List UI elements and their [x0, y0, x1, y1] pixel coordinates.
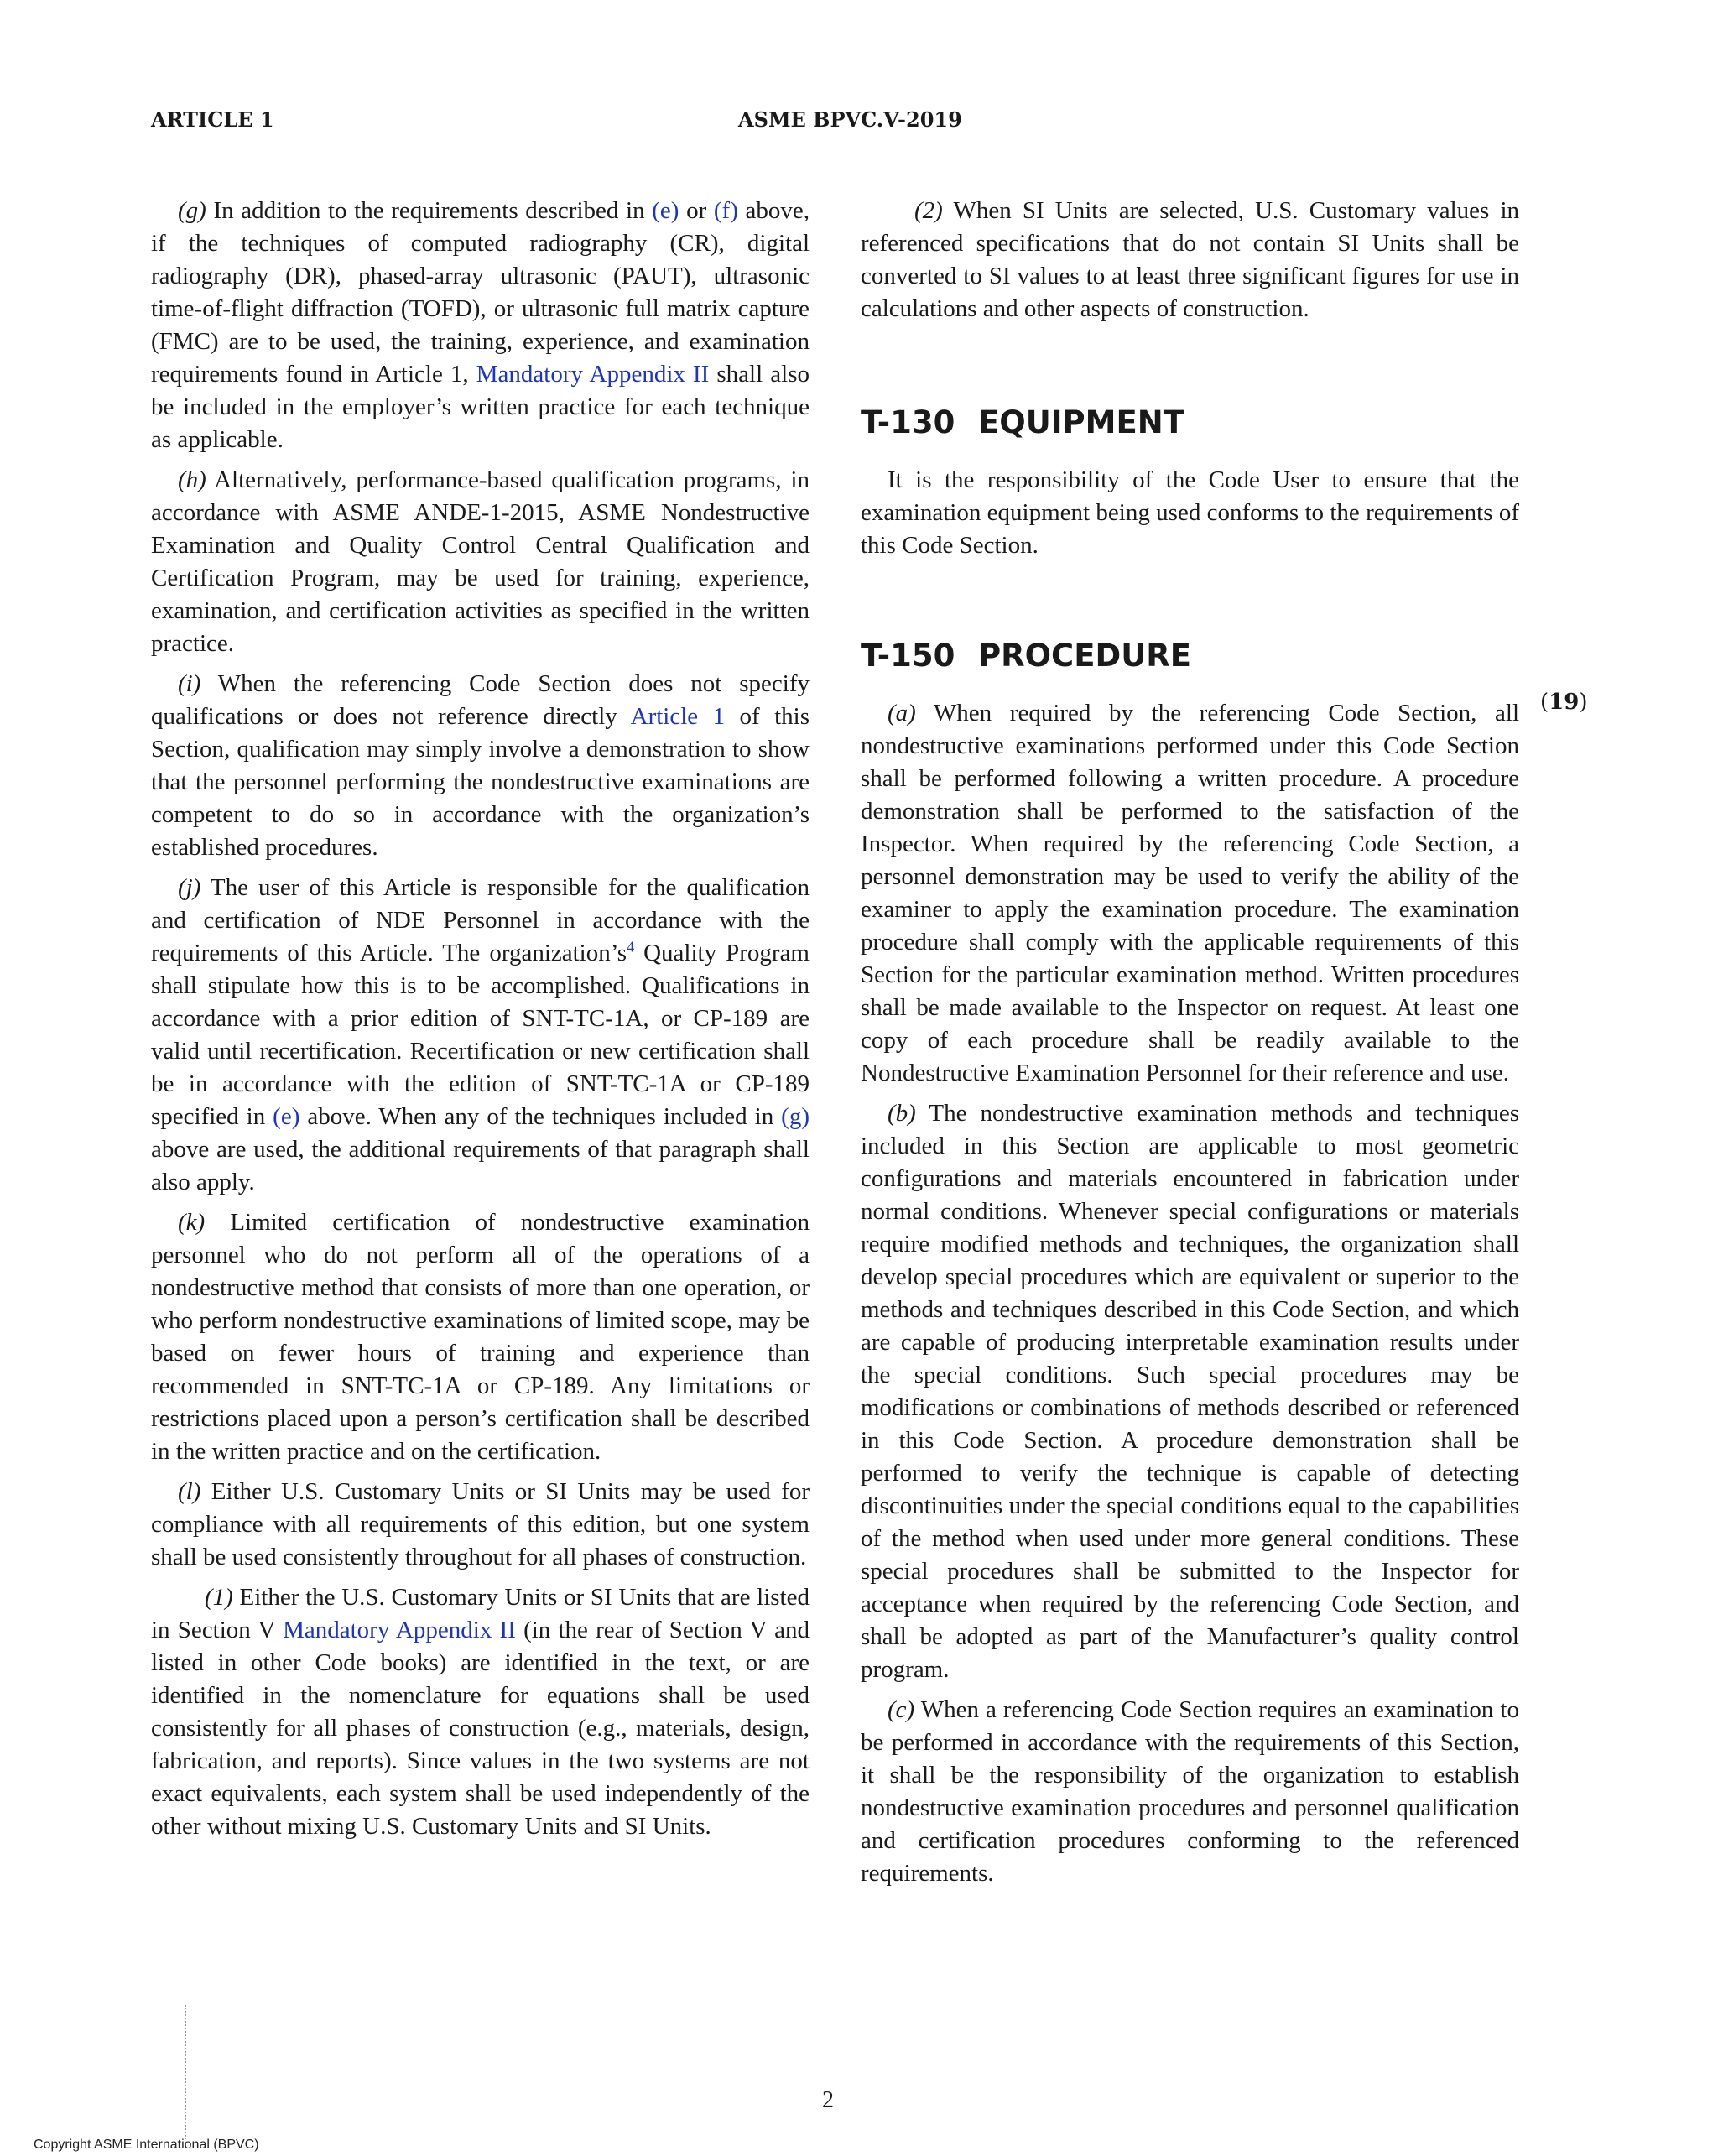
rev-year: 19	[1549, 690, 1580, 715]
section-title: EQUIPMENT	[978, 404, 1184, 440]
link-article-1[interactable]: Article 1	[630, 703, 726, 730]
paragraph-i	[151, 668, 810, 864]
paragraph-equipment	[861, 464, 1519, 562]
section-title: PROCEDURE	[978, 638, 1192, 674]
para-label: (b)	[888, 1100, 916, 1127]
running-header	[151, 107, 1577, 134]
para-label: (l)	[178, 1478, 201, 1505]
paragraph-l-1	[151, 1581, 810, 1843]
text: Quality Program shall stipulate how this is to be accomplished. Qualifications in accordance with a prior edition of SNT-TC-1A, or CP-189 are valid until recertification. Recertification or new certification shall be in accordance with the edition of SNT-TC-1A or CP-189 specified in	[151, 940, 810, 1130]
para-label: (k)	[178, 1209, 206, 1236]
paragraph-j	[151, 872, 810, 1199]
text: Alternatively, performance-based qualification programs, in accordance with ASME ANDE-1-2015, ASME Nondestructive Examination and Quality Control Central Qualification and Certification Program, may be used for training, experience, examination, and certification activities as specified in the written practice.	[151, 466, 810, 657]
text: The user of this Article is responsible for the qualification and certification of NDE Personnel in accordance with the requirements of this Article. The organization’s	[151, 874, 810, 966]
paragraph-h	[151, 464, 810, 660]
text: When SI Units are selected, U.S. Customary values in referenced specifications that do not contain SI Units shall be converted to SI values to at least three significant figures for use in calculations and other aspects of construction.	[861, 197, 1519, 322]
text: When the referencing Code Section does not specify qualifications or does not reference directly	[151, 670, 810, 730]
link-e[interactable]: (e)	[652, 197, 679, 224]
section-heading-equipment	[861, 406, 1519, 439]
paragraph-c	[861, 1694, 1519, 1890]
section-number: T-150	[861, 638, 955, 674]
paragraph-g	[151, 195, 810, 456]
text: When a referencing Code Section requires an examination to be performed in accordance with the requirements of this Section, it shall be the responsibility of the organization to establish nondestructive examination procedures and personnel qualification and certification procedures conforming to the referenced requirements.	[861, 1696, 1519, 1887]
page-number: 2	[822, 2087, 834, 2113]
rev-open: (	[1540, 690, 1549, 715]
text: Limited certification of nondestructive examination personnel who do not perform all of the operations of a nondestructive method that consists of more than one operation, or who perform nondestructive examinations of limited scope, may be based on fewer hours of training and experience than recommended in SNT-TC-1A or CP-189. Any limitations or restrictions placed upon a person’s certification shall be described in the written practice and on the certification.	[151, 1209, 810, 1465]
para-label: (1)	[205, 1584, 233, 1611]
right-column	[861, 195, 1519, 1898]
text: above are used, the additional requirements of that paragraph shall also apply.	[151, 1136, 810, 1195]
text: Either the U.S. Customary Units or SI Units that are listed in Section V	[151, 1584, 810, 1643]
text: above, if the techniques of computed radiography (CR), digital radiography (DR), phased-array ultrasonic (PAUT), ultrasonic time-of-flight diffraction (TOFD), or ultrasonic full matrix capture (FMC) are to be used, the training, experience, and examination requirements found in Article 1,	[151, 197, 810, 388]
text: of this Section, qualification may simply involve a demonstration to show that the personnel performing the nondestructive examinations are competent to do so in accordance with the organization’s established procedures.	[151, 703, 810, 861]
text: (in the rear of Section V and listed in other Code books) are identified in the text, or are identified in the nomenclature for equations shall be used consistently for all phases of construction (e.g., materials, design, fabrication, and reports). Since values in the two systems are not exact equivalents, each system shall be used independently of the other without mixing U.S. Customary Units and SI Units.	[151, 1617, 810, 1840]
para-label: (2)	[914, 197, 943, 224]
header-code: ASME BPVC.V-2019	[738, 107, 962, 132]
text: The nondestructive examination methods and techniques included in this Section are applicable to most geometric configurations and materials encountered in fabrication under normal conditions. Whenever special configurations or materials require modified methods and techniques, the organization shall develop special procedures which are equivalent or superior to the methods and techniques described in this Code Section, and which are capable of producing interpretable examination results under the special conditions. Such special procedures may be modifications or combinations of methods described or referenced in this Code Section. A procedure demonstration shall be performed to verify the technique is capable of detecting discontinuities under the special conditions equal to the capabilities of the method when used under more general conditions. These special procedures shall be submitted to the Inspector for acceptance when required by the referencing Code Section, and shall be adopted as part of the Manufacturer’s quality control program.	[861, 1100, 1519, 1683]
para-label: (h)	[178, 466, 206, 493]
para-label: (i)	[178, 670, 201, 697]
paragraph-b	[861, 1097, 1519, 1686]
text: When required by the referencing Code Section, all nondestructive examinations performed under this Code Section shall be performed following a written procedure. A procedure demonstration shall be performed to the satisfaction of the Inspector. When required by the referencing Code Section, a personnel demonstration may be used to verify the ability of the examiner to apply the examination procedure. The examination procedure shall comply with the applicable requirements of this Section for the particular examination method. Written procedures shall be made available to the Inspector on request. At least one copy of each procedure shall be readily available to the Nondestructive Examination Personnel for their reference and use.	[861, 700, 1519, 1086]
paragraph-l-2	[861, 195, 1519, 325]
rev-close: )	[1579, 690, 1588, 715]
para-label: (j)	[178, 874, 201, 901]
para-label: (c)	[888, 1696, 915, 1723]
footnote-ref[interactable]: 4	[627, 938, 635, 956]
paragraph-a	[861, 697, 1519, 1090]
revision-marker	[1540, 690, 1588, 715]
text: In addition to the requirements described in	[206, 197, 653, 224]
link-mandatory-appendix-ii[interactable]: Mandatory Appendix II	[476, 361, 710, 388]
text: shall also be included in the employer’s written practice for each technique as applicable.	[151, 361, 810, 453]
left-column	[151, 195, 810, 1851]
link-g[interactable]: (g)	[781, 1103, 810, 1130]
paragraph-l	[151, 1476, 810, 1574]
text: It is the responsibility of the Code User to ensure that the examination equipment being used conforms to the requirements of this Code Section.	[861, 466, 1519, 559]
section-heading-procedure	[861, 639, 1519, 672]
header-article: ARTICLE 1	[151, 107, 274, 132]
para-label: (a)	[888, 700, 916, 726]
para-label: (g)	[178, 197, 206, 224]
margin-dotted-line	[185, 2005, 186, 2139]
copyright-notice: Copyright ASME International (BPVC)	[34, 2138, 259, 2152]
text: or	[679, 197, 714, 224]
text: Either U.S. Customary Units or SI Units may be used for compliance with all requirements of this edition, but one system shall be used consistently throughout for all phases of construction.	[151, 1478, 810, 1570]
link-f[interactable]: (f)	[713, 197, 738, 224]
section-number: T-130	[861, 404, 955, 440]
paragraph-k	[151, 1206, 810, 1468]
text: above. When any of the techniques included in	[299, 1103, 782, 1130]
link-e[interactable]: (e)	[273, 1103, 300, 1130]
link-mandatory-appendix-ii[interactable]: Mandatory Appendix II	[283, 1617, 516, 1643]
